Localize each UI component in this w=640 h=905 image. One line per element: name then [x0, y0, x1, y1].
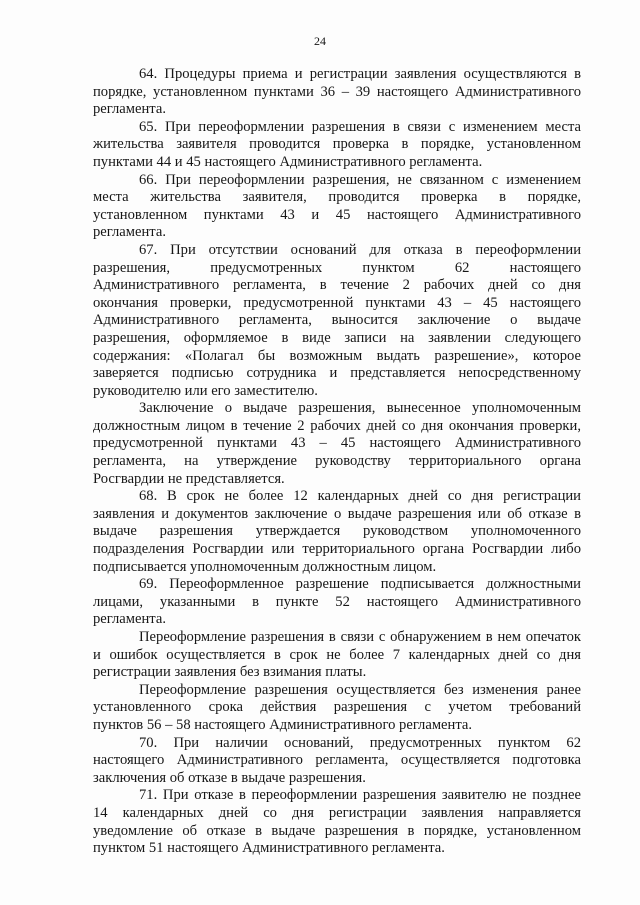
- paragraph-p67: [93, 242, 581, 400]
- text-line: должностным лицом в течение 2 рабочих дней со дня окончания проверки,: [93, 417, 581, 434]
- text-line: 69. Переоформленное разрешение подписывается должностными: [139, 576, 581, 593]
- text-line: места жительства заявителя, проводится проверка в порядке,: [93, 189, 581, 206]
- text-line: Переоформление разрешения осуществляется без изменения ранее: [139, 681, 581, 698]
- text-line: 71. При отказе в переоформлении разрешения заявителю не позднее: [139, 787, 581, 804]
- text-line: разрешения, оформляемое в виде записи на заявлении следующего: [93, 329, 581, 346]
- text-line: установленном пунктами 43 и 45 настоящего Административного: [93, 206, 581, 223]
- text-line: 64. Процедуры приема и регистрации заявления осуществляются в: [139, 66, 581, 82]
- text-line: пунктом 51 настоящего Административного регламента.: [93, 840, 445, 857]
- paragraph-p69: [93, 576, 581, 629]
- text-line: заключения об отказе в выдаче разрешения.: [93, 769, 366, 786]
- text-line: 67. При отсутствии оснований для отказа в переоформлении: [139, 241, 581, 258]
- text-line: руководителю или его заместителю.: [93, 382, 318, 399]
- paragraph-p66: [93, 172, 581, 242]
- text-line: и ошибок осуществляется в срок не более 7 календарных дней со дня: [93, 646, 581, 663]
- text-line: 70. При наличии оснований, предусмотренных пунктом 62: [139, 734, 581, 751]
- text-line: предусмотренной пунктами 43 – 45 настоящего Административного: [93, 435, 581, 452]
- paragraph-p71: [93, 787, 581, 857]
- text-line: регламента.: [93, 224, 166, 241]
- text-line: Росгвардии не представляется.: [93, 470, 285, 487]
- text-line: заверяется подписью сотрудника и представляется непосредственному: [93, 365, 581, 382]
- text-line: регистрации заявления без взимания платы.: [93, 664, 367, 681]
- paragraph-p69c: [93, 682, 581, 735]
- text-line: 68. В срок не более 12 календарных дней со дня регистрации: [139, 488, 581, 505]
- text-line: выдаче разрешения утверждается руководством уполномоченного: [93, 523, 581, 540]
- text-line: Административного регламента, в течение 2 рабочих дней со дня: [93, 277, 581, 294]
- paragraph-p64: [93, 66, 581, 119]
- text-line: уведомление об отказе в выдаче разрешения в порядке, установленном: [93, 822, 581, 839]
- text-line: пунктов 56 – 58 настоящего Административного регламента.: [93, 716, 473, 733]
- text-line: Административного регламента, выносится заключение о выдаче: [93, 312, 581, 329]
- text-line: окончания проверки, предусмотренной пунктами 43 – 45 настоящего: [93, 294, 581, 311]
- paragraph-p65: [93, 119, 581, 172]
- text-line: порядке, установленном пунктами 36 – 39 настоящего Административного: [93, 83, 581, 100]
- text-line: жительства заявителя проводится проверка в порядке, установленном: [93, 136, 581, 153]
- text-line: регламента, на утверждение руководству территориального органа: [93, 453, 581, 470]
- text-line: Переоформление разрешения в связи с обнаружением в нем опечаток: [139, 629, 581, 645]
- text-line: настоящего Административного регламента, осуществляется подготовка: [93, 752, 581, 769]
- text-line: Заключение о выдаче разрешения, вынесенное уполномоченным: [139, 400, 581, 417]
- text-line: разрешения, предусмотренных пунктом 62 настоящего: [93, 259, 581, 276]
- page-number: 24: [314, 34, 326, 48]
- document-body: [93, 66, 581, 858]
- text-line: пунктами 44 и 45 настоящего Административного регламента.: [93, 153, 483, 170]
- text-line: подразделения Росгвардии или территориального органа Росгвардии либо: [93, 541, 581, 558]
- text-line: подписывается уполномоченным должностным лицом.: [93, 558, 437, 575]
- paragraph-p68: [93, 488, 581, 576]
- text-line: установленного срока действия разрешения с учетом требований: [93, 699, 581, 716]
- text-line: 14 календарных дней со дня регистрации заявления направляется: [93, 804, 581, 821]
- paragraph-p70: [93, 735, 581, 788]
- text-line: регламента.: [93, 611, 166, 628]
- paragraph-p69b: [93, 629, 581, 682]
- text-line: регламента.: [93, 101, 166, 118]
- text-line: лицами, указанными в пункте 52 настоящего Административного: [93, 593, 581, 610]
- text-line: 66. При переоформлении разрешения, не связанном с изменением: [139, 171, 581, 188]
- text-line: 65. При переоформлении разрешения в связи с изменением места: [139, 118, 581, 135]
- paragraph-p67b: [93, 400, 581, 488]
- text-line: содержания: «Полагал бы возможным выдать разрешение», которое: [93, 347, 581, 364]
- text-line: заявления и документов заключение о выдаче разрешения или об отказе в: [93, 505, 581, 522]
